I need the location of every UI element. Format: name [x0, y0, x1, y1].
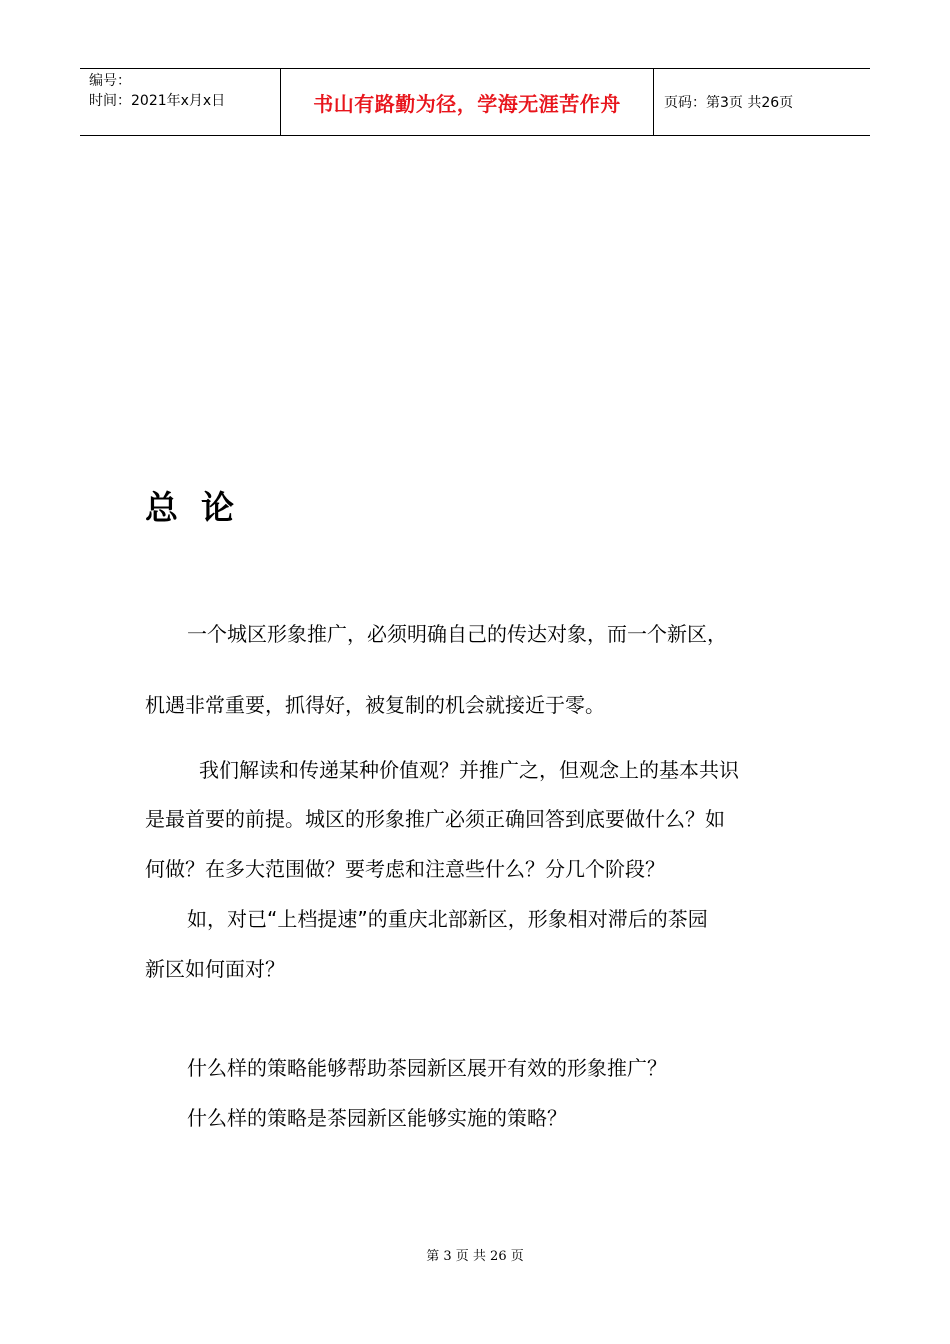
document-header: [80, 68, 870, 136]
paragraph-line: 什么样的策略是茶园新区能够实施的策略？: [187, 1106, 567, 1130]
motto-text: 书山有路勤为径，学海无涯苦作舟: [313, 91, 621, 116]
time-label: 时间：2021年x月x日: [89, 93, 226, 109]
page-footer: 第 3 页 共 26 页: [426, 1249, 524, 1264]
paragraph-line: 何做？在多大范围做？要考虑和注意些什么？分几个阶段？: [145, 857, 665, 881]
header-motto-cell: [281, 69, 654, 135]
header-meta-cell: [80, 69, 281, 135]
paragraph-line: 我们解读和传递某种价值观？并推广之，但观念上的基本共识: [199, 758, 739, 782]
number-label: 编号：: [89, 73, 131, 89]
paragraph-line: 机遇非常重要，抓得好，被复制的机会就接近于零。: [145, 693, 605, 717]
header-page-cell: [654, 69, 870, 135]
paragraph-line: 如，对已“上档提速”的重庆北部新区，形象相对滞后的茶园: [187, 907, 708, 931]
paragraph-line: 什么样的策略能够帮助茶园新区展开有效的形象推广？: [187, 1056, 667, 1080]
paragraph-line: 新区如何面对？: [145, 957, 285, 981]
paragraph-line: 一个城区形象推广，必须明确自己的传达对象，而一个新区，: [187, 622, 727, 646]
paragraph-line: 是最首要的前提。城区的形象推广必须正确回答到底要做什么？如: [145, 807, 725, 831]
page-info: 页码：第3页 共26页: [664, 95, 794, 111]
page-title: 总 论: [145, 488, 234, 527]
